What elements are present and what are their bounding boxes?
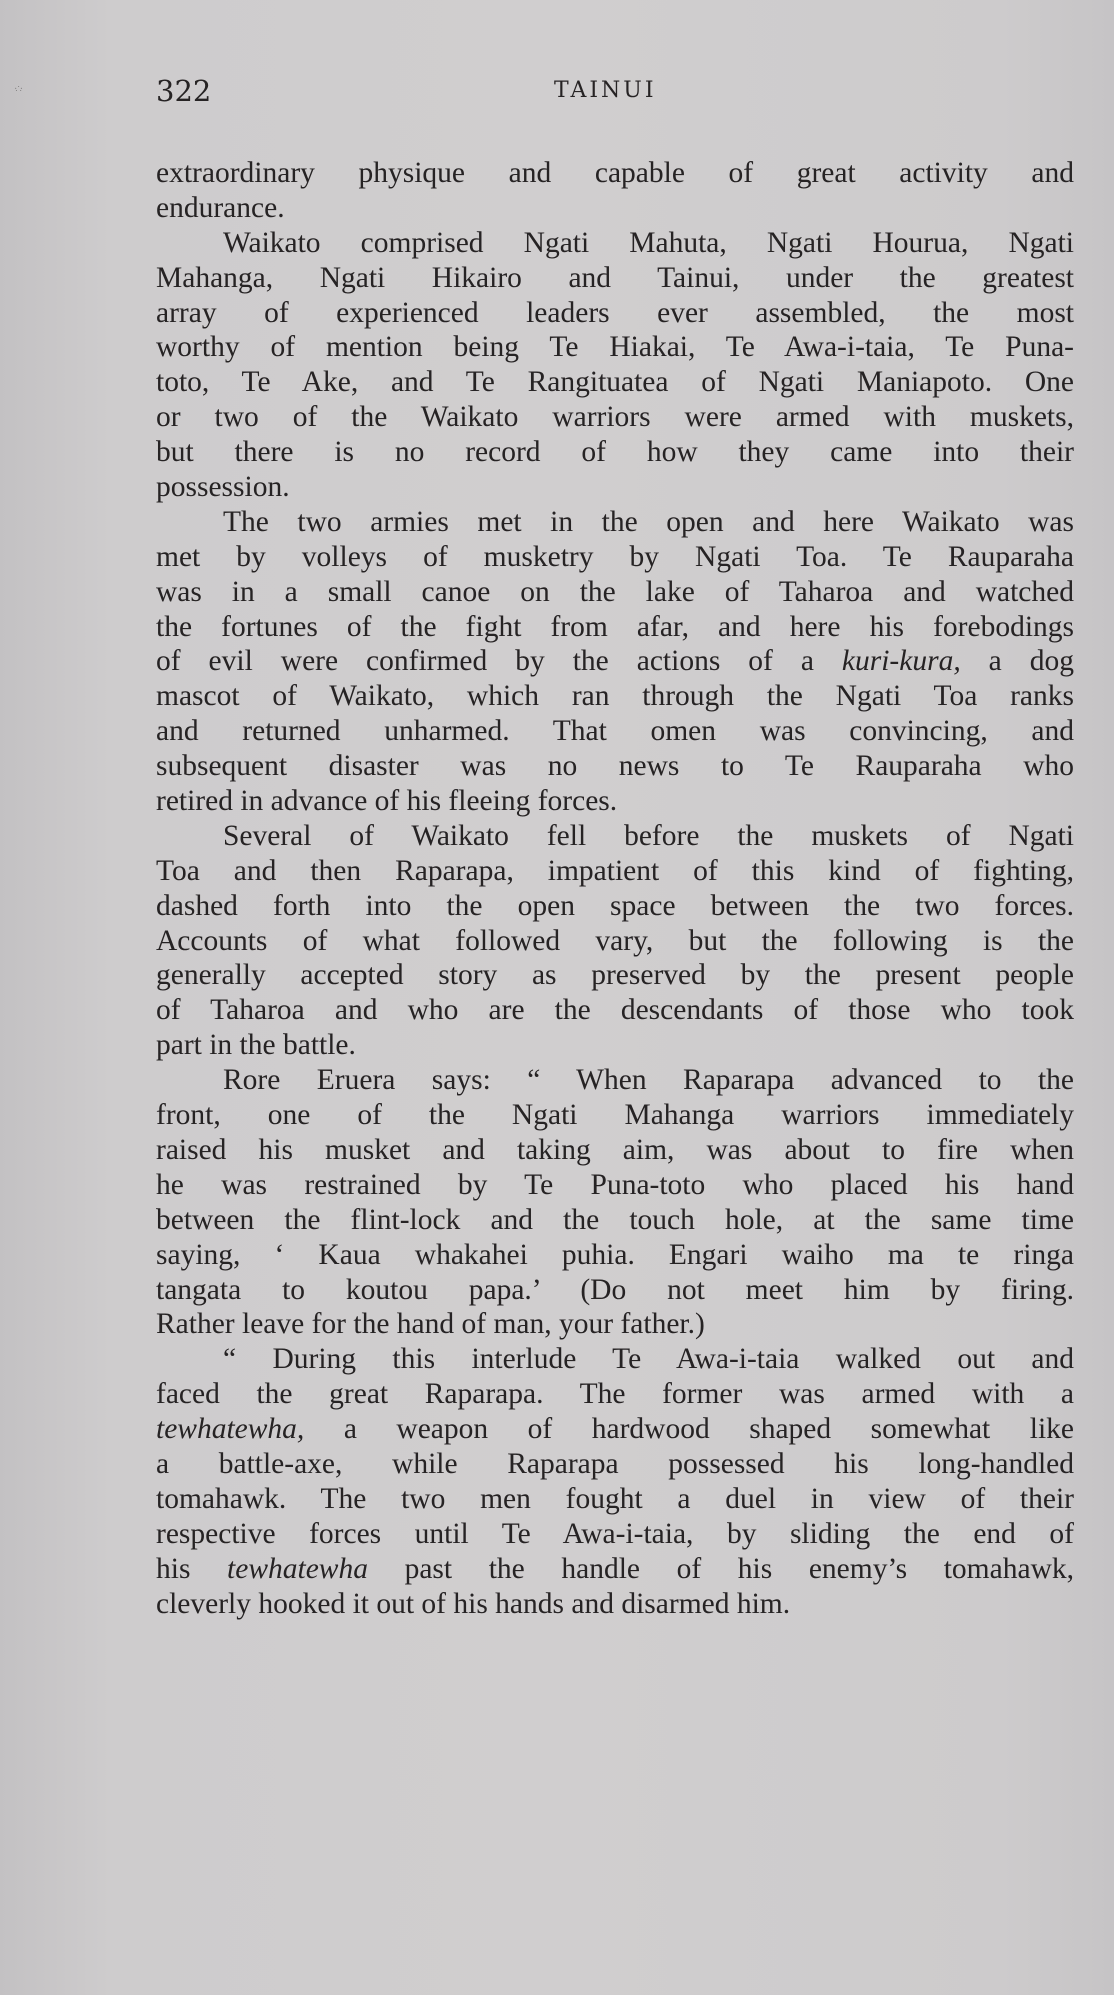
italic-term: tewhatewha (227, 1552, 368, 1585)
text-line: raised his musket and taking aim, was about to fire when (156, 1133, 1074, 1166)
text-line: The two armies met in the open and here Waikato was (223, 505, 1074, 538)
text-line (156, 1552, 1074, 1587)
text-line: or two of the Waikato warriors were armed with muskets, (156, 401, 1074, 434)
text-line: possession. (156, 471, 290, 504)
text-line: was in a small canoe on the lake of Taharoa and watched (156, 575, 1074, 608)
text-line: tomahawk. The two men fought a duel in view of their (156, 1482, 1074, 1515)
text-line: generally accepted story as preserved by the present people (156, 959, 1074, 992)
text-line: saying, ‘ Kaua whakahei puhia. Engari waiho ma te ringa (156, 1238, 1074, 1271)
text-line: faced the great Raparapa. The former was armed with a (156, 1378, 1074, 1411)
text-line: front, one of the Ngati Mahanga warriors immediately (156, 1099, 1074, 1132)
text-line: array of experienced leaders ever assembled, the most (156, 296, 1074, 329)
text-segment: past the handle of his enemy’s tomahawk, (367, 1552, 1074, 1585)
text-line (156, 1412, 1074, 1447)
page-blemish: ·∴· (14, 84, 22, 95)
text-line: of Taharoa and who are the descendants of those who took (156, 994, 1074, 1027)
text-segment: his (156, 1552, 228, 1585)
italic-term: kuri-kura, (841, 645, 961, 678)
text-segment: a weapon of hardwood shaped somewhat like (304, 1413, 1074, 1446)
page-number: 322 (156, 74, 212, 108)
text-line: and returned unharmed. That omen was convincing, and (156, 715, 1074, 748)
text-line: Rore Eruera says: “ When Raparapa advanced to the (223, 1064, 1074, 1097)
text-line: mascot of Waikato, which ran through the Ngati Toa ranks (156, 680, 1074, 713)
text-line: retired in advance of his fleeing forces. (156, 785, 618, 818)
text-line: Mahanga, Ngati Hikairo and Tainui, under the greatest (156, 261, 1074, 294)
text-line: Accounts of what followed vary, but the following is the (156, 924, 1074, 957)
text-line: Several of Waikato fell before the muskets of Ngati (223, 819, 1074, 852)
text-line: extraordinary physique and capable of great activity and (156, 157, 1074, 189)
text-line: respective forces until Te Awa-i-taia, by sliding the end of (156, 1517, 1074, 1550)
text-line: part in the battle. (156, 1029, 356, 1062)
text-line: subsequent disaster was no news to Te Rauparaha who (156, 750, 1074, 783)
text-line: but there is no record of how they came into their (156, 436, 1074, 469)
body-text (156, 156, 1074, 1621)
text-line: met by volleys of musketry by Ngati Toa. Te Rauparaha (156, 540, 1074, 573)
text-line: he was restrained by Te Puna-toto who placed his hand (156, 1168, 1074, 1201)
text-line: worthy of mention being Te Hiakai, Te Awa-i-taia, Te Puna- (156, 331, 1074, 364)
text-line: Waikato comprised Ngati Mahuta, Ngati Hourua, Ngati (223, 226, 1074, 259)
text-line: tangata to koutou papa.’ (Do not meet him by firing. (156, 1273, 1074, 1306)
text-line: toto, Te Ake, and Te Rangituatea of Ngati Maniapoto. One (156, 366, 1074, 399)
text-line: between the flint-lock and the touch hole, at the same time (156, 1203, 1074, 1236)
text-line: Rather leave for the hand of man, your father.) (156, 1308, 705, 1341)
text-line (156, 644, 1074, 679)
text-line: Toa and then Raparapa, impatient of this kind of fighting, (156, 854, 1074, 887)
text-line: cleverly hooked it out of his hands and disarmed him. (156, 1587, 791, 1620)
text-line: dashed forth into the open space between the two forces. (156, 889, 1074, 922)
running-head: TAINUI (554, 78, 657, 103)
text-line: the fortunes of the fight from afar, and here his forebodings (156, 610, 1074, 643)
text-line: “ During this interlude Te Awa-i-taia walked out and (223, 1343, 1074, 1376)
text-segment: of evil were confirmed by the actions of a (156, 645, 842, 678)
italic-term: tewhatewha, (156, 1413, 305, 1446)
text-line: a battle-axe, while Raparapa possessed his long-handled (156, 1447, 1074, 1480)
text-segment: a dog (960, 645, 1074, 678)
text-line: endurance. (156, 191, 285, 224)
page-header (156, 74, 1076, 114)
